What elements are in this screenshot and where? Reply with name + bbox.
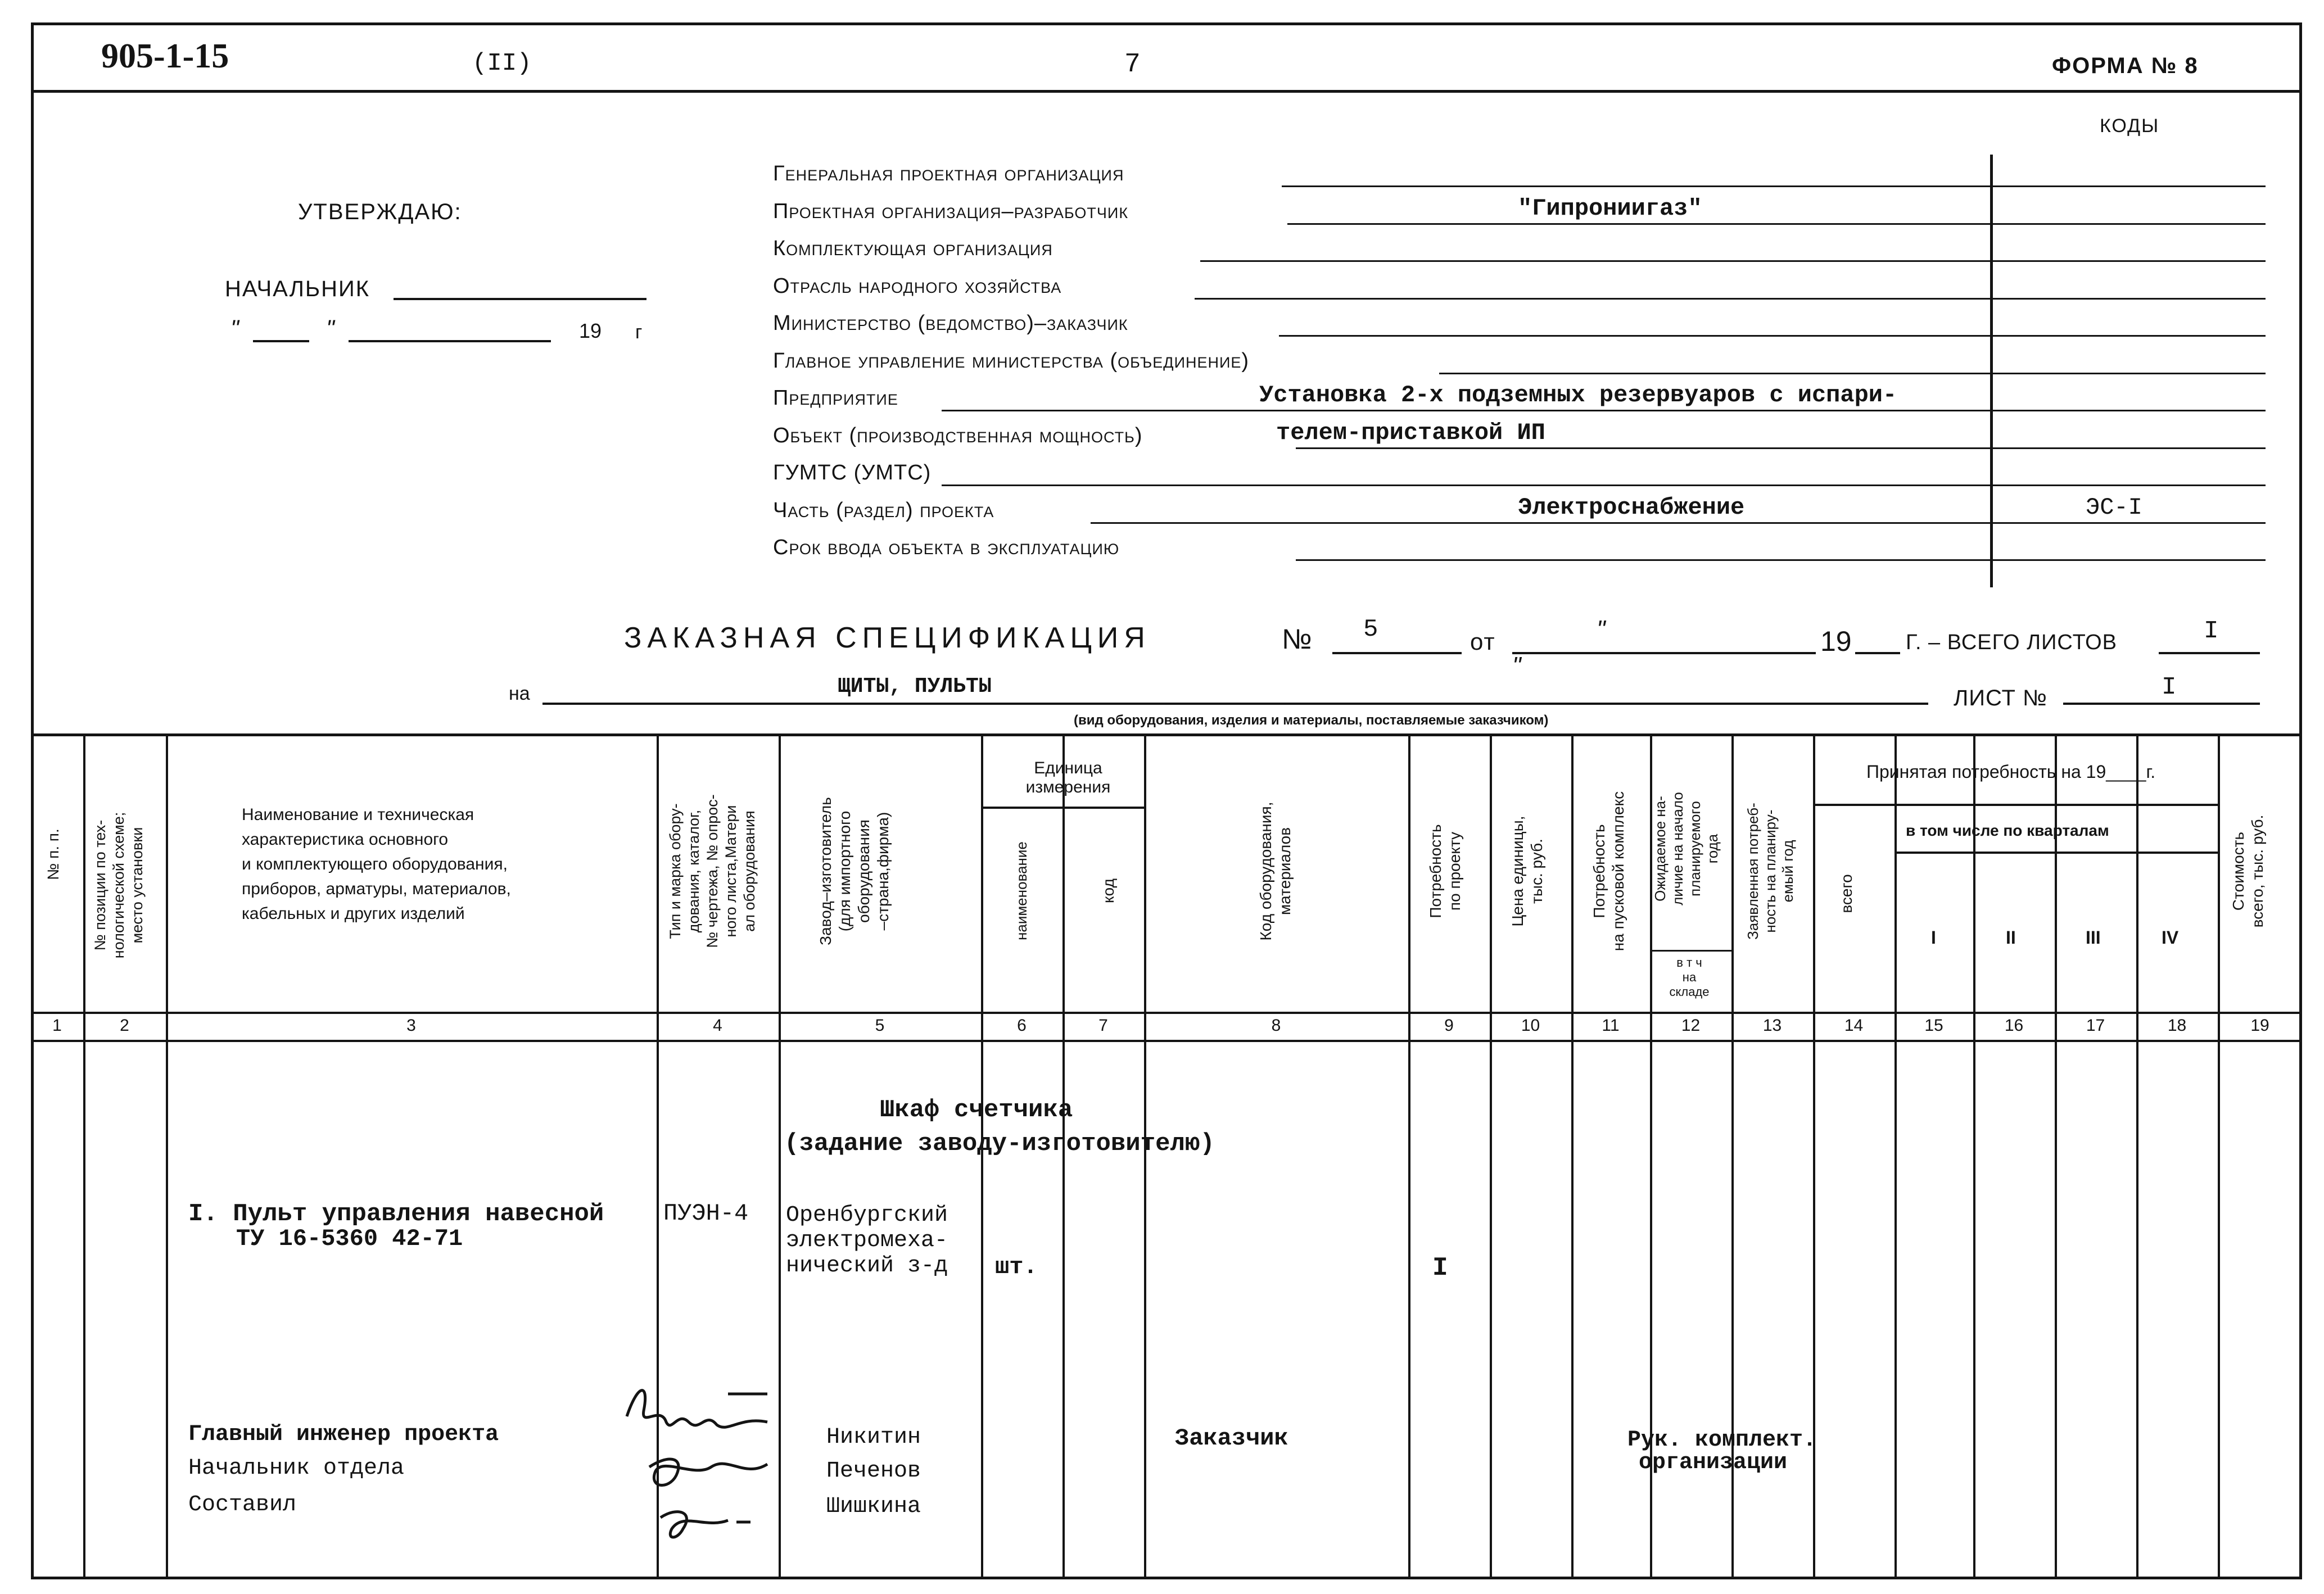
accepted-divider: [1813, 804, 2218, 806]
col-header-19: Стоимость всего, тыс. руб.: [2230, 814, 2266, 928]
col-header-15: I: [1931, 927, 1936, 948]
section-title-line-1: Шкаф счетчика: [880, 1096, 1073, 1124]
field-label: Комплектующая организация: [773, 237, 1053, 260]
table-column-line: [83, 733, 85, 1579]
spec-year-line: [1855, 652, 1900, 654]
spec-year: 19: [1820, 626, 1852, 657]
spec-on-label: на: [509, 683, 530, 704]
col-header-12-sub: в т ч на складе: [1669, 956, 1710, 999]
field-label: Предприятие: [773, 386, 898, 410]
column-number: 4: [713, 1016, 722, 1035]
column-number: 3: [406, 1016, 416, 1035]
org-label-line-2: организации: [1639, 1450, 1788, 1475]
column-number: 10: [1521, 1016, 1540, 1035]
field-underline: [1296, 559, 2266, 561]
table-top-border: [31, 733, 2302, 736]
name-pechenov: Печенов: [826, 1459, 921, 1484]
name-nikitin: Никитин: [826, 1425, 921, 1450]
approve-title: УТВЕРЖДАЮ:: [298, 200, 462, 224]
col-header-10: Цена единицы, тыс. руб.: [1509, 816, 1545, 927]
table-column-line: [1973, 733, 1975, 1579]
col-header-3: Наименование и техническая характеристика основного и комплектующего оборудования, приборов, арматуры, материалов, кабельных и других изделий: [242, 805, 511, 923]
column-number: 8: [1271, 1016, 1281, 1035]
col-header-unit-group: Единица измерения: [1025, 759, 1111, 796]
field-label: Министерство (ведомство)–заказчик: [773, 311, 1128, 335]
field-underline: [1195, 298, 2266, 300]
col-header-2: № позиции по тех- нологической схеме; место установки: [92, 812, 146, 959]
column-number: 6: [1017, 1016, 1027, 1035]
date-year-suffix: г: [635, 321, 643, 343]
column-number: 2: [120, 1016, 129, 1035]
spec-date-line: [1512, 652, 1816, 654]
date-quote-open: ": [230, 315, 239, 341]
column-number: 17: [2086, 1016, 2105, 1035]
date-day-line: [253, 340, 309, 342]
org-label-line-1: Рук. комплект.: [1627, 1428, 1817, 1453]
spec-from-label: от: [1470, 628, 1496, 655]
column-number: 14: [1844, 1016, 1864, 1035]
column-number: 18: [2167, 1016, 2187, 1035]
role-compiled-by: Составил: [188, 1492, 297, 1518]
role-chief-engineer: Главный инженер проекта: [188, 1422, 499, 1447]
table-column-line: [1895, 733, 1897, 1579]
table-column-line: [2218, 733, 2220, 1579]
table-column-line: [1571, 733, 1574, 1579]
section-title-line-2: (задание заводу-изготовителю): [784, 1130, 1215, 1158]
field-label: Проектная организация–разработчик: [773, 199, 1129, 223]
stock-divider: [1650, 950, 1731, 952]
spec-number-line: [1332, 652, 1462, 654]
column-number: 15: [1924, 1016, 1943, 1035]
name-shishkina: Шишкина: [826, 1494, 921, 1519]
field-label: Срок ввода объекта в эксплуатацию: [773, 536, 1120, 559]
column-number: 16: [2004, 1016, 2024, 1035]
date-quote-close: ": [326, 315, 334, 341]
col-header-18: IV: [2162, 927, 2179, 948]
maker-line-2: электромеха-: [786, 1228, 948, 1253]
col-header-8: Код оборудования, материалов: [1257, 801, 1294, 941]
codes-label: КОДЫ: [2100, 115, 2160, 137]
col-header-5: Завод–изготовитель (для импортного оборудования –страна,фирма): [817, 797, 892, 945]
table-column-line: [166, 733, 168, 1579]
maker-line-1: Оренбургский: [786, 1203, 948, 1228]
col-header-13: Заявленная потреб- ность на планиру- емый год: [1744, 803, 1796, 940]
spec-total-label: Г. – ВСЕГО ЛИСТОВ: [1906, 631, 2118, 654]
table-column-line: [1490, 733, 1492, 1579]
spec-number: 5: [1363, 615, 1378, 644]
field-underline: [942, 484, 2266, 486]
unit-value: шт.: [995, 1253, 1038, 1280]
form-number: ФОРМА № 8: [2052, 53, 2199, 78]
chief-label: НАЧАЛЬНИК: [225, 277, 370, 301]
field-value: "Гипрониигаз": [1518, 194, 1702, 222]
field-underline: [1296, 447, 2266, 449]
col-header-7: код: [1100, 878, 1117, 903]
col-header-1: № п. п.: [44, 828, 62, 880]
spec-date-quote: ": [1597, 615, 1606, 643]
table-colnum-bottom: [31, 1040, 2302, 1042]
col-header-11: Потребность на пусковой комплекс: [1590, 791, 1627, 952]
field-label: Отрасль народного хозяйства: [773, 274, 1062, 298]
spec-subject: ЩИТЫ, ПУЛЬТЫ: [838, 674, 992, 699]
column-number: 12: [1681, 1016, 1701, 1035]
field-underline: [1282, 185, 2266, 187]
field-underline: [1279, 335, 2266, 337]
spec-no-label: №: [1282, 623, 1312, 655]
field-value: Установка 2-х подземных резервуаров с испари-: [1259, 382, 1897, 409]
sheet-number-line: [2063, 703, 2260, 705]
spec-title: ЗАКАЗНАЯ СПЕЦИФИКАЦИЯ: [624, 622, 1151, 654]
column-number: 1: [52, 1016, 62, 1035]
field-label: Главное управление министерства (объединение): [773, 348, 1250, 373]
field-underline: [1200, 260, 2266, 262]
col-header-12: Ожидаемое на- личие на начало планируемого года: [1652, 792, 1721, 905]
field-label: ГУМТС (УМТС): [773, 461, 932, 484]
field-label: Часть (раздел) проекта: [773, 498, 994, 522]
unit-group-divider: [981, 807, 1144, 809]
customer-label: Заказчик: [1175, 1425, 1288, 1452]
field-underline: [1287, 223, 2266, 225]
col-header-accepted: Принятая потребность на 19____г.: [1866, 762, 2156, 782]
spec-subject-line: [542, 703, 1928, 705]
spec-subject-hint: (вид оборудования, изделия и материалы, поставляемые заказчиком): [1074, 713, 1549, 728]
col-header-4: Тип и марка обору- дования, каталог, № чертежа, № опрос- ного листа,Матери ал оборудования: [667, 794, 758, 948]
item-name-line-2: ТУ 16-5360 42-71: [236, 1225, 463, 1252]
field-label: Объект (производственная мощность): [773, 423, 1143, 447]
issue-mark: (II): [472, 49, 532, 78]
sheet-number: I: [2162, 673, 2177, 701]
col-header-quarters: в том числе по кварталам: [1906, 822, 2109, 839]
column-number: 13: [1762, 1016, 1782, 1035]
maker-line-3: нический з-д: [786, 1253, 948, 1279]
item-type: ПУЭН-4: [663, 1200, 749, 1227]
col-header-17: III: [2086, 927, 2101, 948]
col-header-9: Потребность по проекту: [1427, 824, 1463, 918]
role-department-head: Начальник отдела: [188, 1456, 405, 1481]
doc-number: 905-1-15: [101, 37, 229, 75]
field-underline: [942, 410, 2266, 411]
sheet-label: ЛИСТ №: [1954, 686, 2048, 710]
field-label: Генеральная проектная организация: [773, 162, 1124, 185]
handwritten-signatures: [616, 1371, 784, 1557]
table-header-bottom: [31, 1012, 2302, 1014]
field-underline: [1091, 522, 2266, 524]
column-number: 19: [2250, 1016, 2269, 1035]
column-number: 5: [875, 1016, 885, 1035]
quarters-divider: [1895, 852, 2218, 854]
col-header-14: всего: [1838, 874, 1855, 913]
quantity-value: I: [1432, 1253, 1448, 1283]
date-year-prefix: 19: [579, 319, 602, 342]
item-name-line-1: I. Пульт управления навесной: [188, 1200, 604, 1228]
table-column-line: [1408, 733, 1410, 1579]
field-code: ЭС-I: [2086, 493, 2142, 521]
column-number: 9: [1444, 1016, 1454, 1035]
spec-total-sheets: I: [2204, 617, 2219, 645]
table-column-line: [2136, 733, 2138, 1579]
col-header-6: наименование: [1013, 841, 1030, 940]
date-month-line: [349, 340, 551, 342]
table-column-line: [2055, 733, 2057, 1579]
col-header-16: II: [2006, 927, 2016, 948]
chief-signature-line: [394, 298, 646, 300]
column-number: 7: [1098, 1016, 1108, 1035]
field-value: телем-приставкой ИП: [1276, 419, 1545, 446]
column-number: 11: [1602, 1016, 1620, 1035]
field-underline: [1439, 373, 2266, 374]
spec-date-quote-2: ": [1512, 652, 1521, 680]
page-number: 7: [1124, 49, 1141, 80]
spec-total-line: [2159, 652, 2260, 654]
form-frame: [31, 22, 2302, 1579]
field-value: Электроснабжение: [1518, 493, 1745, 521]
header-divider: [31, 90, 2302, 93]
